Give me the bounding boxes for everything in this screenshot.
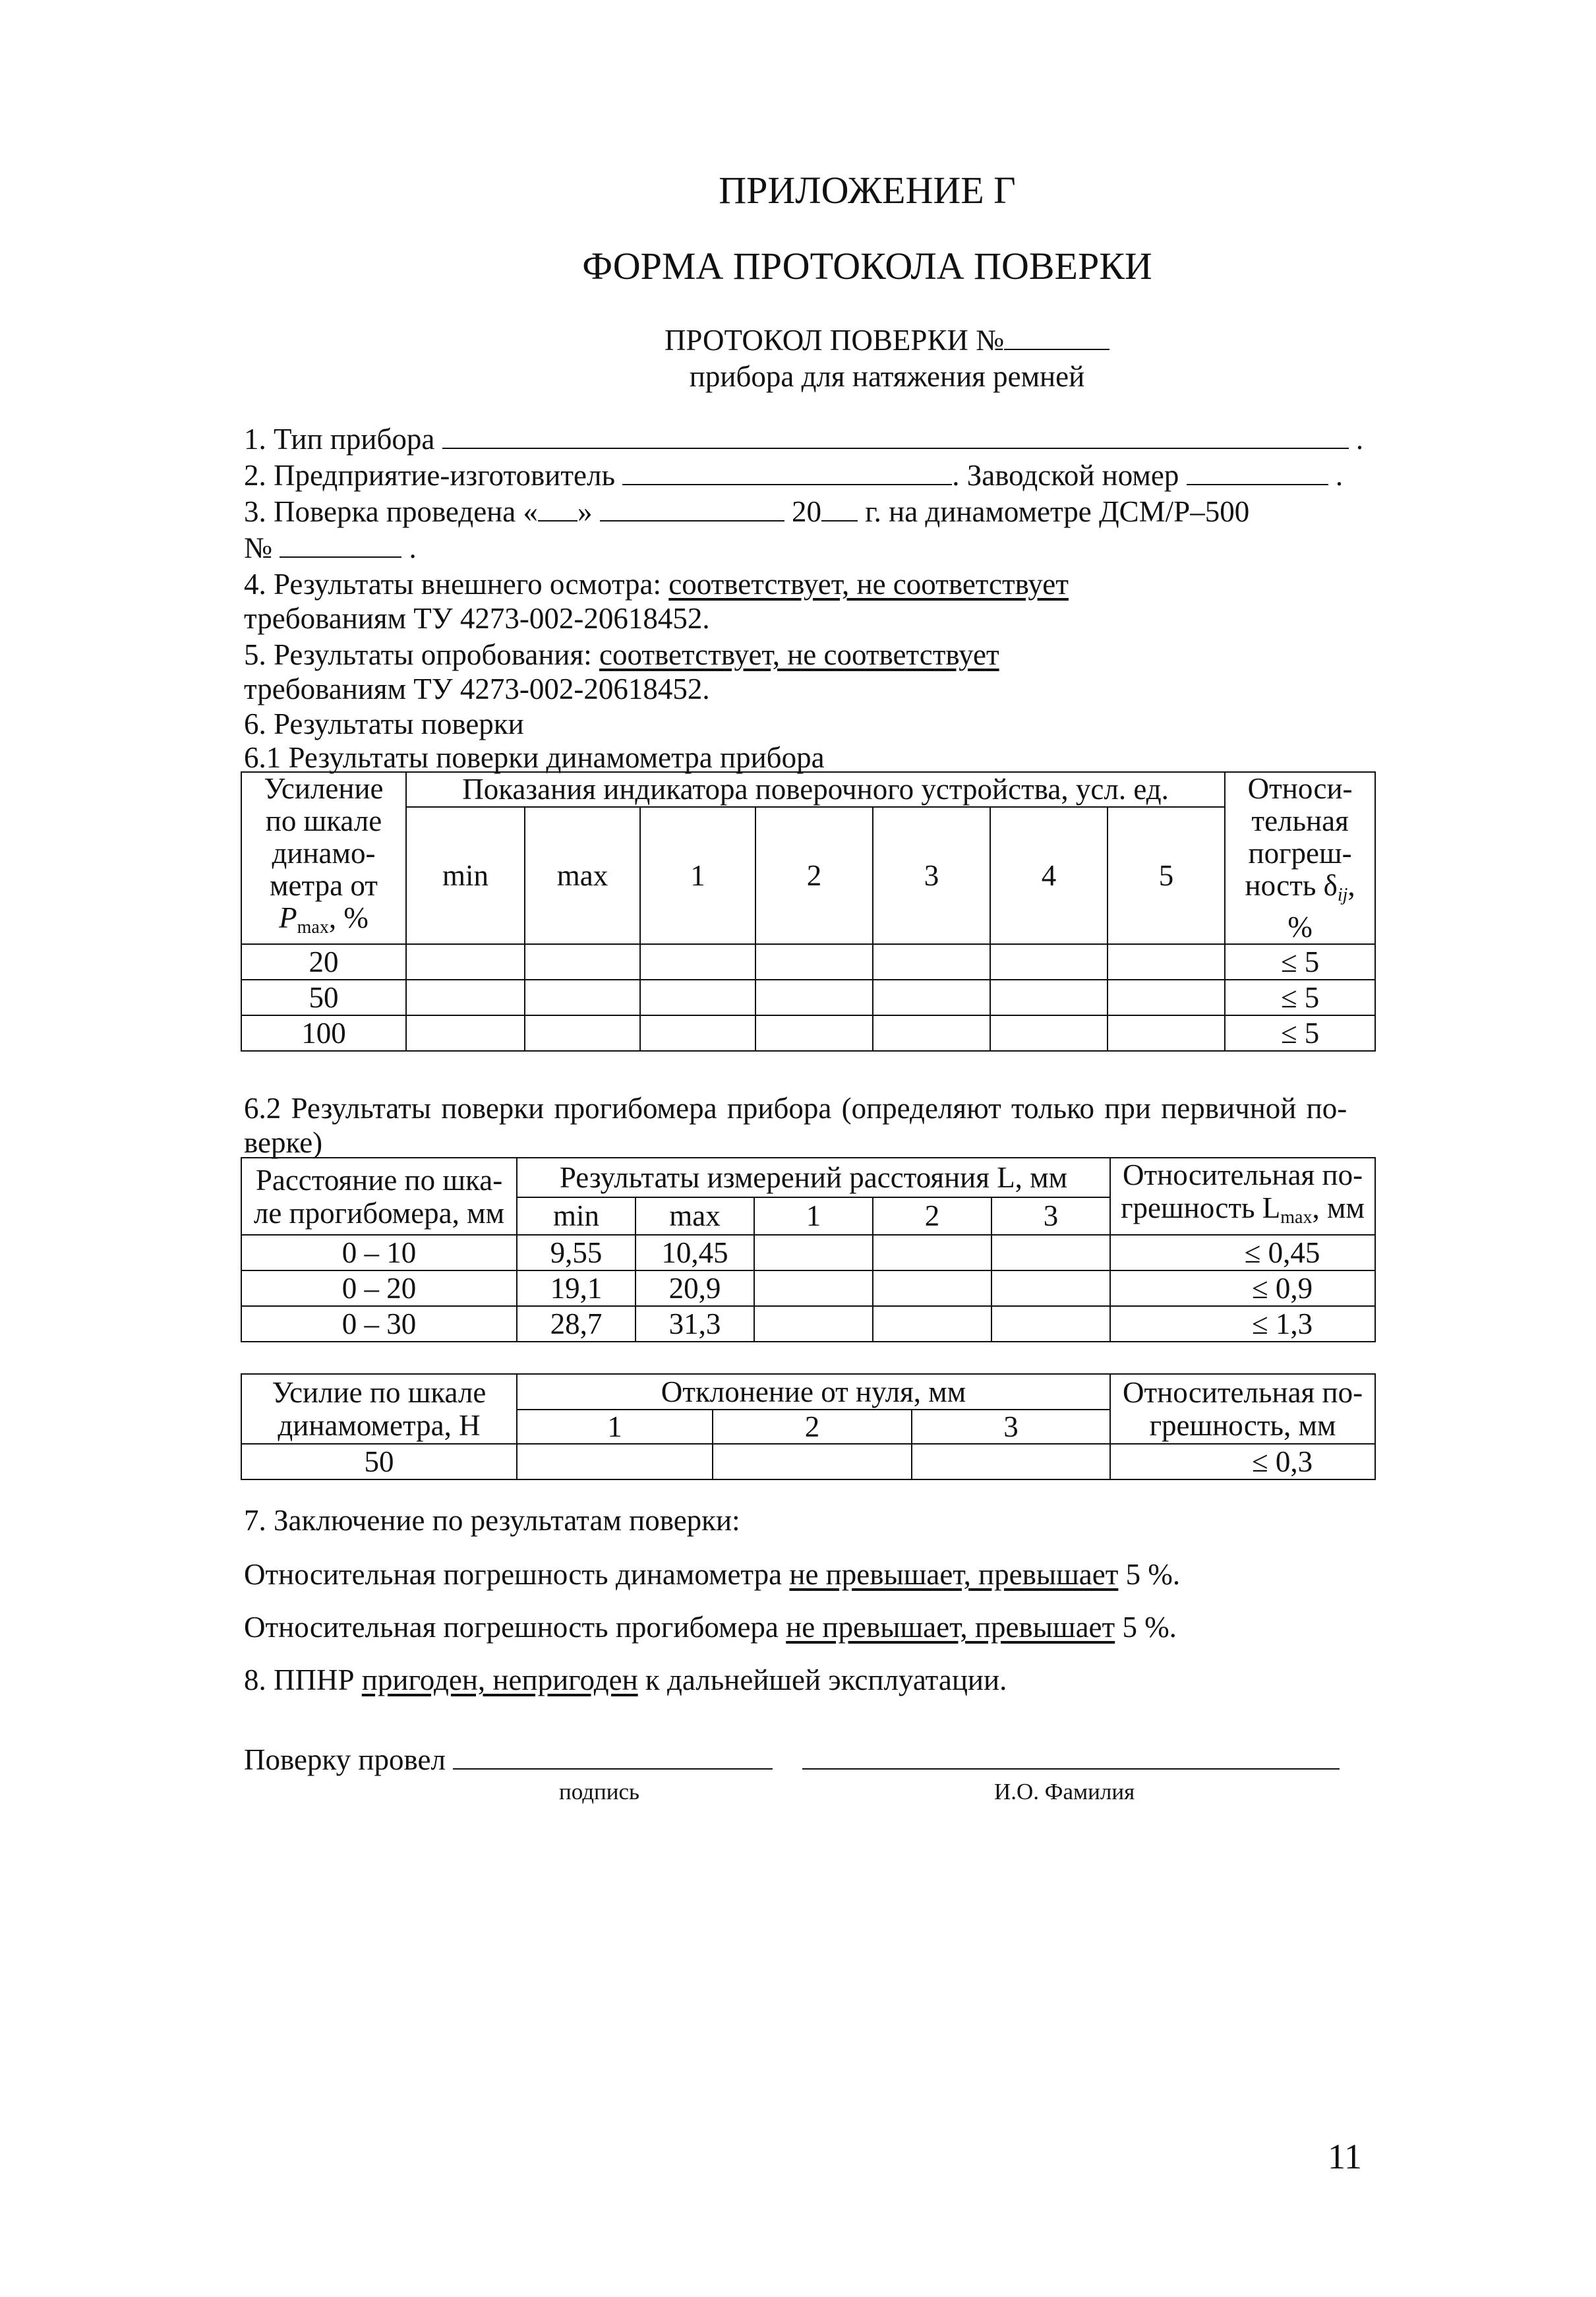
protocol-subtitle: прибора для натяжения ремней — [689, 360, 1085, 393]
row-label: 100 — [241, 1015, 406, 1051]
cell-1[interactable] — [517, 1444, 713, 1479]
row-limit: ≤ 0,3 — [1110, 1444, 1375, 1479]
deflection-results-table — [241, 1157, 1376, 1342]
col-measure-1: 1 — [754, 1197, 873, 1235]
col-reading-5: 5 — [1108, 807, 1225, 944]
cell-min: 28,7 — [517, 1306, 635, 1342]
cell-5[interactable] — [1108, 1015, 1225, 1051]
cell-max[interactable] — [525, 944, 640, 980]
cell-4[interactable] — [990, 1015, 1108, 1051]
cell-1[interactable] — [640, 944, 755, 980]
col-measure-2: 2 — [873, 1197, 991, 1235]
cell-4[interactable] — [990, 944, 1108, 980]
row-label: 50 — [241, 1444, 517, 1479]
col-measure-3: 3 — [991, 1197, 1110, 1235]
col-reading-1: 1 — [640, 807, 755, 944]
cell-2[interactable] — [873, 1306, 991, 1342]
cell-min[interactable] — [406, 980, 525, 1015]
field-dynamometer-number: № . — [244, 531, 417, 564]
conclusion-suitability: 8. ППНР пригоден, непригоден к дальнейшей эксплуатации. — [244, 1663, 1007, 1696]
table-row — [241, 1270, 1375, 1306]
cell-2[interactable] — [755, 1015, 873, 1051]
col-force-header: Усиление по шкале динамо- метра от $P_{max}$, % — [241, 772, 406, 944]
name-caption: И.О. Фамилия — [994, 1779, 1135, 1805]
col-error-header: Относительная по- грешность $L_{max}$, мм — [1110, 1158, 1375, 1235]
cell-min: 9,55 — [517, 1235, 635, 1270]
cell-3[interactable] — [873, 980, 990, 1015]
field-verification-date: 3. Поверка проведена « » 20 г. на динамометре ДСМ/Р–500 — [244, 495, 1250, 528]
col-max: max — [525, 807, 640, 944]
signature-row: Поверку провел — [244, 1743, 1340, 1777]
cell-2[interactable] — [873, 1235, 991, 1270]
row-label: 50 — [241, 980, 406, 1015]
col-deviation-3: 3 — [912, 1410, 1110, 1444]
cell-1[interactable] — [754, 1306, 873, 1342]
cell-min[interactable] — [406, 944, 525, 980]
col-deviation-1: 1 — [517, 1410, 713, 1444]
col-deviation-2: 2 — [713, 1410, 912, 1444]
indicator-readings-header: Показания индикатора поверочного устройства, усл. ед. — [406, 772, 1225, 807]
cell-2[interactable] — [755, 944, 873, 980]
cell-4[interactable] — [990, 980, 1108, 1015]
row-limit: ≤ 0,9 — [1110, 1270, 1375, 1306]
row-limit: ≤ 1,3 — [1110, 1306, 1375, 1342]
cell-min: 19,1 — [517, 1270, 635, 1306]
table-row — [241, 1015, 1375, 1051]
name-blank[interactable] — [802, 1745, 1340, 1770]
cell-3[interactable] — [873, 944, 990, 980]
row-limit: ≤ 5 — [1225, 944, 1375, 980]
month-blank[interactable] — [600, 496, 784, 522]
cell-1[interactable] — [754, 1270, 873, 1306]
cell-2[interactable] — [755, 980, 873, 1015]
cell-1[interactable] — [640, 1015, 755, 1051]
day-blank[interactable] — [538, 496, 577, 522]
col-error-header: Относи- тельная погреш- ность $\delta_{ij}$, % — [1225, 772, 1375, 944]
cell-3[interactable] — [912, 1444, 1110, 1479]
section-results: 6. Результаты поверки — [244, 707, 524, 740]
device-type-blank[interactable] — [442, 424, 1349, 449]
form-title: ФОРМА ПРОТОКОЛА ПОВЕРКИ — [582, 245, 1152, 287]
field-test-result: 5. Результаты опробования: соответствует, не соответствует — [244, 638, 999, 671]
col-reading-2: 2 — [755, 807, 873, 944]
conclusion-dynamometer: Относительная погрешность динамометра не превышает, превышает 5 %. — [244, 1558, 1181, 1591]
col-error-header: Относительная по- грешность, мм — [1110, 1374, 1375, 1444]
cell-1[interactable] — [754, 1235, 873, 1270]
cell-max: 10,45 — [635, 1235, 754, 1270]
cell-max[interactable] — [525, 980, 640, 1015]
measurement-results-header: Результаты измерений расстояния L, мм — [517, 1158, 1110, 1197]
field-inspection-req: требованиям ТУ 4273-002-20618452. — [244, 602, 710, 635]
col-distance-header: Расстояние по шка- ле прогибомера, мм — [241, 1158, 517, 1235]
col-force-header: Усилие по шкале динамометра, Н — [241, 1374, 517, 1444]
row-label: 0 – 20 — [241, 1270, 517, 1306]
signature-caption: подпись — [559, 1779, 639, 1805]
cell-3[interactable] — [991, 1306, 1110, 1342]
table-row — [241, 1444, 1375, 1479]
cell-1[interactable] — [640, 980, 755, 1015]
col-min: min — [406, 807, 525, 944]
row-label: 20 — [241, 944, 406, 980]
cell-5[interactable] — [1108, 944, 1225, 980]
manufacturer-blank[interactable] — [622, 460, 952, 485]
dynamometer-results-table — [241, 771, 1376, 1052]
table-row — [241, 1306, 1375, 1342]
cell-3[interactable] — [991, 1270, 1110, 1306]
table-row — [241, 980, 1375, 1015]
zero-deviation-table — [241, 1373, 1376, 1480]
cell-2[interactable] — [713, 1444, 912, 1479]
serial-number-blank[interactable] — [1187, 460, 1328, 485]
field-device-type: 1. Тип прибора . — [244, 423, 1364, 456]
zero-deviation-header: Отклонение от нуля, мм — [517, 1374, 1110, 1410]
field-inspection-result: 4. Результаты внешнего осмотра: соответствует, не соответствует — [244, 568, 1069, 601]
col-reading-4: 4 — [990, 807, 1108, 944]
year-blank[interactable] — [821, 496, 858, 522]
col-min: min — [517, 1197, 635, 1235]
row-limit: ≤ 0,45 — [1110, 1235, 1375, 1270]
appendix-title: ПРИЛОЖЕНИЕ Г — [719, 169, 1016, 212]
field-manufacturer: 2. Предприятие-изготовитель . Заводской номер . — [244, 459, 1344, 492]
field-test-req: требованиям ТУ 4273-002-20618452. — [244, 672, 710, 705]
section-dynamometer-results: 6.1 Результаты поверки динамометра прибора — [244, 741, 825, 774]
cell-max: 31,3 — [635, 1306, 754, 1342]
cell-max[interactable] — [525, 1015, 640, 1051]
signature-blank[interactable] — [453, 1745, 773, 1770]
table-row — [241, 944, 1375, 980]
protocol-title: ПРОТОКОЛ ПОВЕРКИ № — [0, 323, 1596, 357]
row-label: 0 – 30 — [241, 1306, 517, 1342]
cell-max: 20,9 — [635, 1270, 754, 1306]
section-deflection-results: 6.2 Результаты поверки прогибомера прибора (определяют только при первичной по- верке) — [244, 1092, 1347, 1159]
row-limit: ≤ 5 — [1225, 980, 1375, 1015]
cell-3[interactable] — [991, 1235, 1110, 1270]
table-row — [241, 1235, 1375, 1270]
conclusion-deflection: Относительная погрешность прогибомера не превышает, превышает 5 %. — [244, 1611, 1177, 1644]
col-reading-3: 3 — [873, 807, 990, 944]
page-number: 11 — [1328, 2137, 1362, 2176]
row-label: 0 – 10 — [241, 1235, 517, 1270]
dynamometer-number-blank[interactable] — [280, 533, 401, 558]
cell-5[interactable] — [1108, 980, 1225, 1015]
cell-min[interactable] — [406, 1015, 525, 1051]
cell-3[interactable] — [873, 1015, 990, 1051]
conclusion-title: 7. Заключение по результатам поверки: — [244, 1504, 740, 1537]
row-limit: ≤ 5 — [1225, 1015, 1375, 1051]
cell-2[interactable] — [873, 1270, 991, 1306]
col-max: max — [635, 1197, 754, 1235]
